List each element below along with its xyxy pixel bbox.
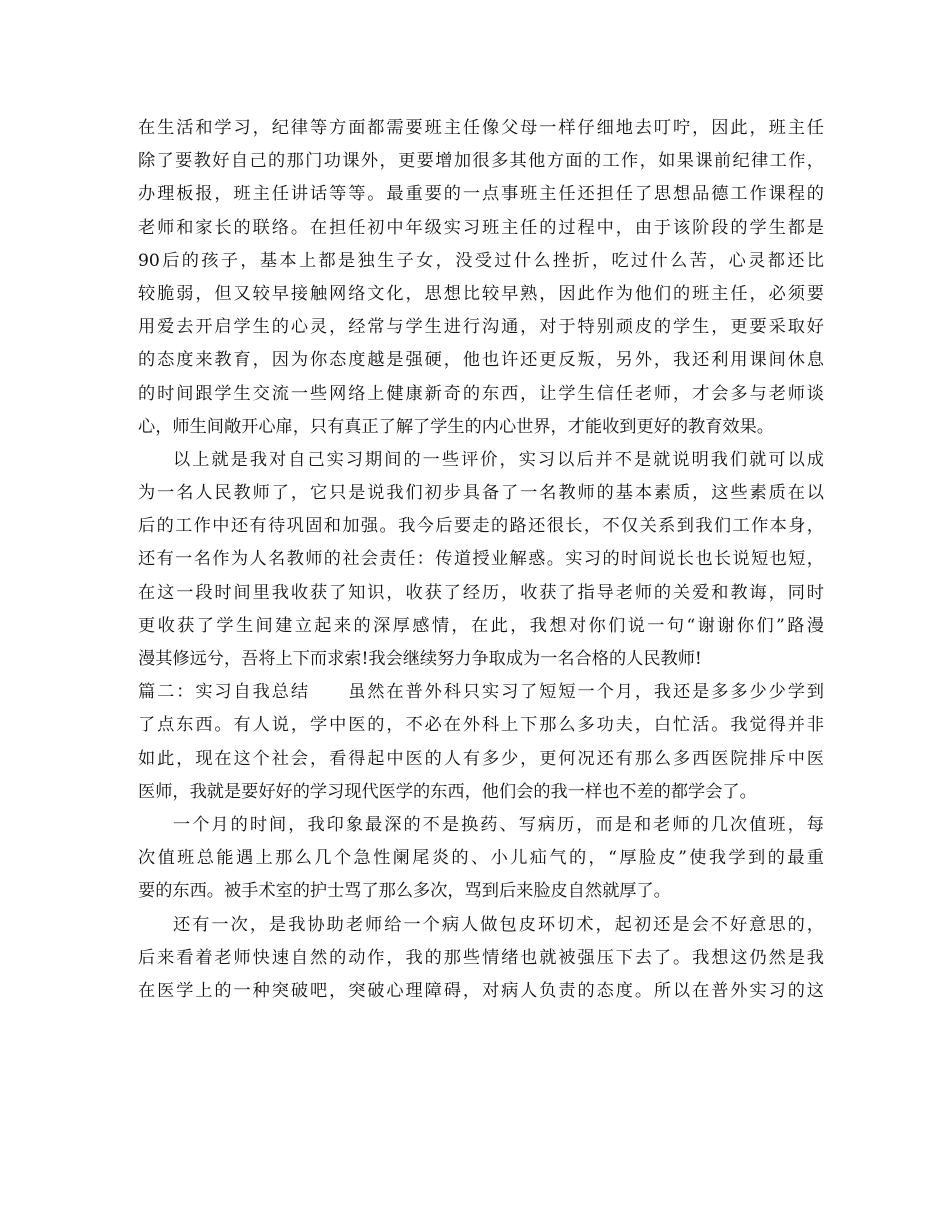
text-line: 办理板报，班主任讲话等等。最重要的一点事班主任还担任了思想品德工作课程的 xyxy=(138,184,824,205)
text-line: 的时间跟学生交流一些网络上健康新奇的东西，让学生信任老师，才会多与老师谈 xyxy=(138,383,824,404)
text-line: 如此，现在这个社会，看得起中医的人有多少，更何况还有那么多西医院排斥中医 xyxy=(138,748,824,769)
text-line: 要的东西。被手术室的护士骂了那么多次，骂到后来脸皮自然就厚了。 xyxy=(138,881,671,902)
text-line: 更收获了学生间建立起来的深厚感情，在此，我想对你们说一句“谢谢你们”路漫 xyxy=(138,615,824,636)
text-line: 医师，我就是要好好的学习现代医学的东西，他们会的我一样也不差的都学会了。 xyxy=(138,781,757,802)
text-line: 90后的孩子，基本上都是独生子女，没受过什么挫折，吃过什么苦，心灵都还比 xyxy=(138,250,824,271)
text-line: 了点东西。有人说，学中医的，不必在外科上下那么多功夫，白忙活。我觉得并非 xyxy=(138,715,824,736)
text-line: 为一名人民教师了，它只是说我们初步具备了一名教师的基本素质，这些素质在以 xyxy=(138,483,824,504)
section-heading-line: 篇二：实习自我总结 虽然在普外科只实习了短短一个月，我还是多多少少学到 xyxy=(138,682,824,703)
text-line: 还有一次，是我协助老师给一个病人做包皮环切术，起初还是会不好意思的， xyxy=(173,914,824,935)
text-line: 用爱去开启学生的心灵，经常与学生进行沟通，对于特别顽皮的学生，更要采取好 xyxy=(138,317,824,338)
text-line: 漫其修远兮，吾将上下而求索!我会继续努力争取成为一名合格的人民教师! xyxy=(138,649,702,669)
document-page xyxy=(138,112,824,1008)
text-line: 老师和家长的联络。在担任初中年级实习班主任的过程中，由于该阶段的学生都是 xyxy=(138,217,824,238)
text-line: 心，师生间敞开心扉，只有真正了解了学生的内心世界，才能收到更好的教育效果。 xyxy=(138,416,774,437)
text-line: 后来看着老师快速自然的动作，我的那些情绪也就被强压下去了。我想这仍然是我 xyxy=(138,947,824,968)
text-line: 在这一段时间里我收获了知识，收获了经历，收获了指导老师的关爱和教诲，同时 xyxy=(138,582,824,603)
text-line: 一个月的时间，我印象最深的不是换药、写病历，而是和老师的几次值班，每 xyxy=(173,814,824,835)
text-line: 较脆弱，但又较早接触网络文化，思想比较早熟，因此作为他们的班主任，必须要 xyxy=(138,283,824,304)
text-line: 除了要教好自己的那门功课外，更要增加很多其他方面的工作，如果课前纪律工作， xyxy=(138,151,824,172)
text-line: 以上就是我对自己实习期间的一些评价，实习以后并不是就说明我们就可以成 xyxy=(173,449,824,470)
text-line: 在医学上的一种突破吧，突破心理障碍，对病人负责的态度。所以在普外实习的这 xyxy=(138,980,824,1001)
text-line: 还有一名作为人名教师的社会责任：传道授业解惑。实习的时间说长也长说短也短， xyxy=(138,549,824,570)
text-line: 在生活和学习，纪律等方面都需要班主任像父母一样仔细地去叮咛，因此，班主任 xyxy=(138,118,824,138)
text-line: 后的工作中还有待巩固和加强。我今后要走的路还很长，不仅关系到我们工作本身， xyxy=(138,516,824,537)
text-line: 次值班总能遇上那么几个急性阑尾炎的、小儿疝气的，“厚脸皮”使我学到的最重 xyxy=(138,848,824,869)
text-line: 的态度来教育，因为你态度越是强硬，他也许还更反叛，另外，我还利用课间休息 xyxy=(138,350,824,371)
